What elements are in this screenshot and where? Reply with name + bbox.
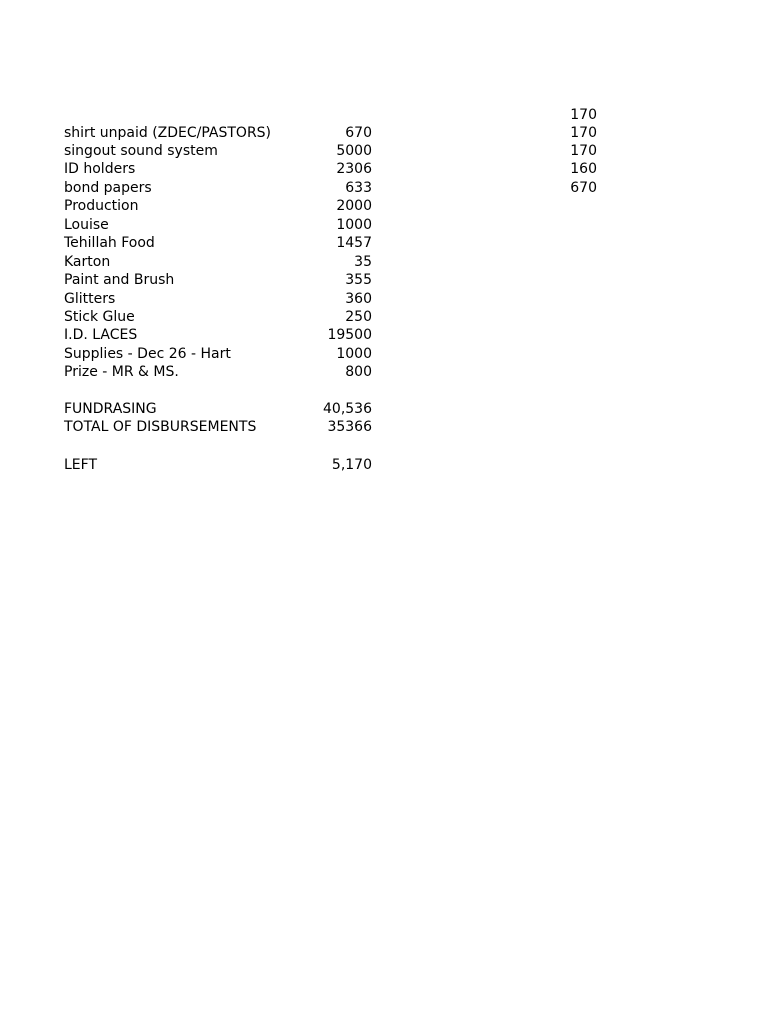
disbursement-row bbox=[0, 216, 768, 234]
item-label: Stick Glue bbox=[64, 309, 135, 325]
item-amount: 1457 bbox=[336, 235, 372, 251]
item-label: Paint and Brush bbox=[64, 272, 175, 288]
disbursement-row bbox=[0, 160, 768, 178]
item-amount: 1000 bbox=[336, 346, 372, 362]
disbursement-row bbox=[0, 142, 768, 160]
item-amount: 250 bbox=[345, 309, 372, 325]
item-label: ID holders bbox=[64, 161, 136, 177]
total-disbursements-label: TOTAL OF DISBURSEMENTS bbox=[64, 419, 257, 435]
item-amount: 2306 bbox=[336, 161, 372, 177]
left-amount: 5,170 bbox=[331, 457, 372, 473]
disbursement-row bbox=[0, 124, 768, 142]
total-disbursements-amount: 35366 bbox=[327, 419, 372, 435]
fundrasing-amount: 40,536 bbox=[323, 401, 372, 417]
fundrasing-label: FUNDRASING bbox=[64, 401, 157, 417]
disbursement-row bbox=[0, 345, 768, 363]
item-amount: 670 bbox=[345, 125, 372, 141]
item-label: I.D. LACES bbox=[64, 327, 138, 343]
item-label: Production bbox=[64, 198, 139, 214]
disbursement-row bbox=[0, 326, 768, 344]
side-value: 170 bbox=[570, 143, 597, 159]
item-amount: 355 bbox=[345, 272, 372, 288]
item-amount: 633 bbox=[345, 180, 372, 196]
item-label: Louise bbox=[64, 217, 109, 233]
disbursement-row bbox=[0, 363, 768, 381]
item-amount: 35 bbox=[354, 254, 372, 270]
item-label: Prize - MR & MS. bbox=[64, 364, 179, 380]
disbursement-row bbox=[0, 271, 768, 289]
item-label: Supplies - Dec 26 - Hart bbox=[64, 346, 231, 362]
fundrasing-row bbox=[0, 400, 768, 418]
side-row bbox=[0, 106, 768, 124]
disbursement-row bbox=[0, 234, 768, 252]
side-value: 670 bbox=[570, 180, 597, 196]
disbursement-row bbox=[0, 290, 768, 308]
item-amount: 5000 bbox=[336, 143, 372, 159]
total-disbursements-row bbox=[0, 418, 768, 436]
side-value: 160 bbox=[570, 161, 597, 177]
disbursement-row bbox=[0, 253, 768, 271]
disbursement-row bbox=[0, 197, 768, 215]
disbursement-row bbox=[0, 179, 768, 197]
disbursement-row bbox=[0, 308, 768, 326]
left-row bbox=[0, 456, 768, 474]
left-label: LEFT bbox=[64, 457, 98, 473]
item-amount: 360 bbox=[345, 291, 372, 307]
item-label: Glitters bbox=[64, 291, 116, 307]
item-amount: 800 bbox=[345, 364, 372, 380]
item-label: Karton bbox=[64, 254, 111, 270]
side-value: 170 bbox=[570, 107, 597, 123]
side-value: 170 bbox=[570, 125, 597, 141]
item-label: shirt unpaid (ZDEC/PASTORS) bbox=[64, 125, 272, 141]
item-amount: 2000 bbox=[336, 198, 372, 214]
item-label: singout sound system bbox=[64, 143, 218, 159]
item-amount: 19500 bbox=[327, 327, 372, 343]
item-label: Tehillah Food bbox=[64, 235, 155, 251]
item-label: bond papers bbox=[64, 180, 152, 196]
item-amount: 1000 bbox=[336, 217, 372, 233]
